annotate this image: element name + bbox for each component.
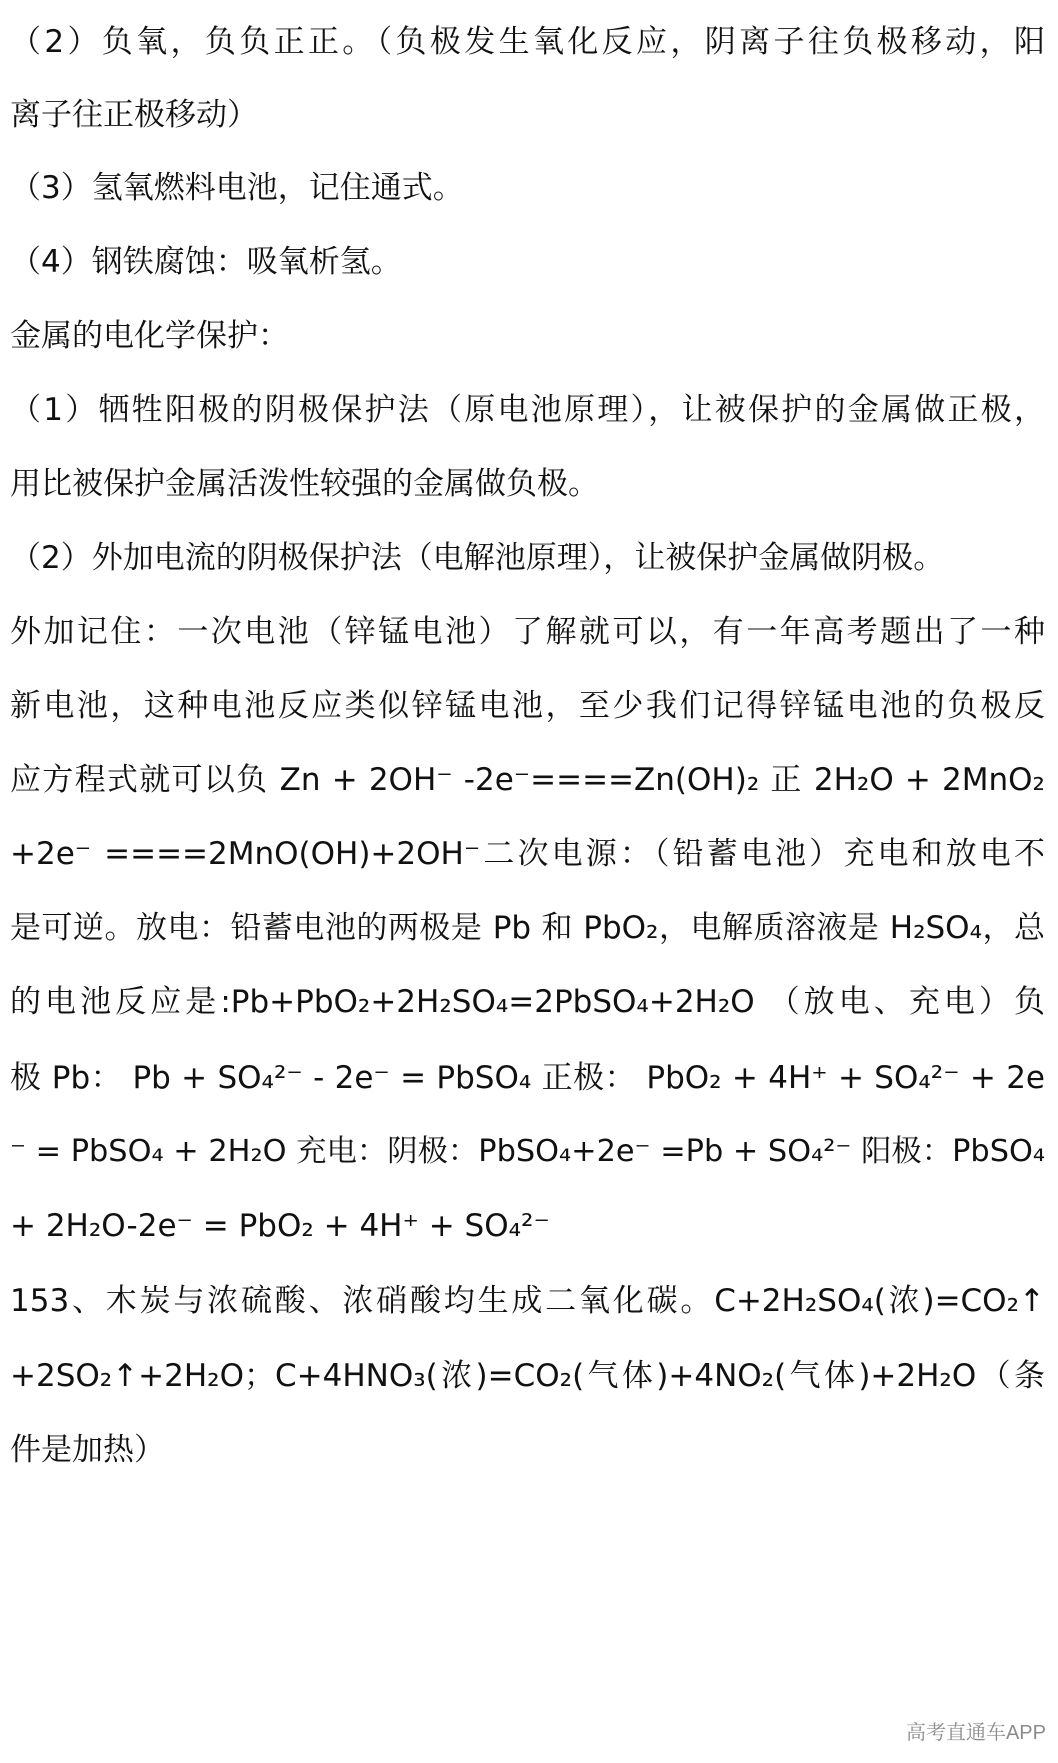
text-line: + 2H₂O-2e⁻ = PbO₂ + 4H⁺ + SO₄²⁻ [10, 1208, 550, 1244]
text-line: +2e⁻ ====2MnO(OH)+2OH⁻二次电源：（铅蓄电池）充电和放电不 [10, 836, 1045, 872]
text-line: 外加记住：一次电池（锌锰电池）了解就可以，有一年高考题出了一种 [10, 614, 1045, 650]
text-line: ⁻ = PbSO₄ + 2H₂O 充电：阴极：PbSO₄+2e⁻ =Pb + SO₄²⁻ 阳极：PbSO₄ [10, 1134, 1045, 1169]
text-line: 用比被保护金属活泼性较强的金属做负极。 [10, 466, 599, 502]
text-line: （2）负氧，负负正正。（负极发生氧化反应，阴离子往负极移动，阳 [10, 24, 1045, 60]
watermark-logo-text: 高考直通车APP [905, 1722, 1046, 1744]
text-line: +2SO₂↑+2H₂O；C+4HNO₃(浓)=CO₂(气体)+4NO₂(气体)+2H₂O（条 [10, 1358, 1045, 1394]
text-line: 的电池反应是:Pb+PbO₂+2H₂SO₄=2PbSO₄+2H₂O （放电、充电）负 [10, 984, 1045, 1020]
text-line: 新电池，这种电池反应类似锌锰电池，至少我们记得锌锰电池的负极反 [10, 688, 1045, 724]
text-line: 极 Pb： Pb + SO₄²⁻ - 2e⁻ = PbSO₄ 正极： PbO₂ + 4H⁺ + SO₄²⁻ + 2e [10, 1060, 1045, 1096]
text-line: （3）氢氧燃料电池，记住通式。 [10, 170, 464, 206]
text-line: （1）牺牲阳极的阴极保护法（原电池原理），让被保护的金属做正极， [10, 392, 1045, 428]
text-line: （2）外加电流的阴极保护法（电解池原理），让被保护金属做阴极。 [10, 540, 945, 576]
text-line: 是可逆。放电：铅蓄电池的两极是 Pb 和 PbO₂，电解质溶液是 H₂SO₄，总 [10, 910, 1045, 946]
text-line: （4）钢铁腐蚀：吸氧析氢。 [10, 244, 402, 280]
text-line: 153、木炭与浓硫酸、浓硝酸均生成二氧化碳。C+2H₂SO₄(浓)=CO₂↑ [10, 1283, 1045, 1319]
text-line: 金属的电化学保护： [10, 318, 289, 354]
text-line: 应方程式就可以负 Zn + 2OH⁻ -2e⁻====Zn(OH)₂ 正 2H₂O + 2MnO₂ [10, 762, 1045, 798]
text-line: 件是加热） [10, 1432, 165, 1468]
text-line: 离子往正极移动） [10, 97, 258, 133]
